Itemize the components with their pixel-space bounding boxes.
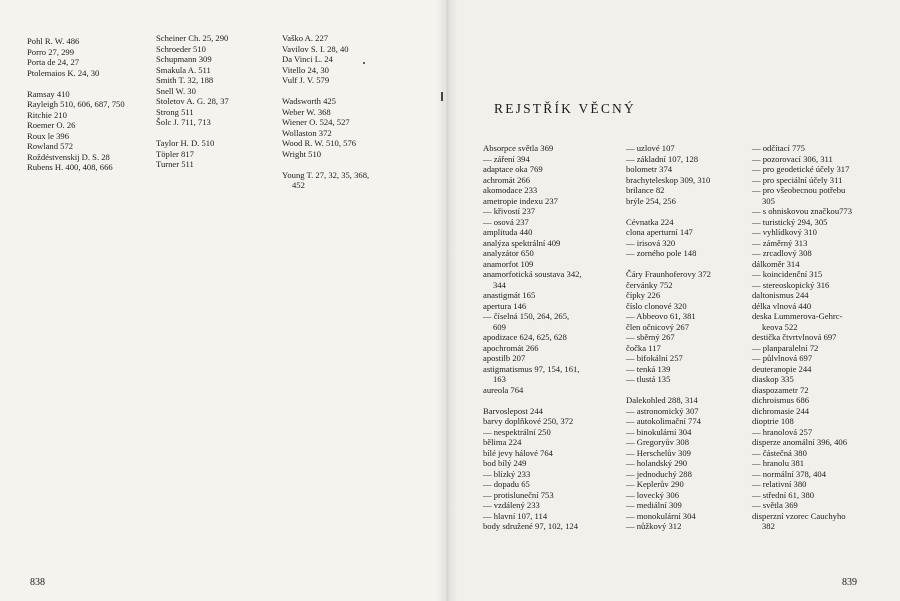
- index-entry: amplituda 440: [483, 227, 533, 237]
- index-spacer: [282, 159, 369, 170]
- index-entry: Rowland 572: [27, 141, 74, 151]
- index-entry: anamorfot 109: [483, 258, 534, 269]
- index-entry: disperzní vzorec Cauchyho: [752, 510, 846, 521]
- index-entry: — vzdálený 233: [483, 500, 540, 510]
- index-entry: — číselná 150, 264, 265,: [483, 311, 570, 321]
- index-entry: Scheiner Ch. 25, 290: [156, 33, 229, 43]
- index-spacer: [27, 78, 125, 89]
- index-entry: — turistický 294, 305: [752, 216, 828, 227]
- index-entry: červánky 752: [626, 279, 673, 290]
- index-entry: — záření 394: [483, 153, 530, 164]
- left-page-number: 838: [30, 577, 45, 588]
- index-entry: Vavilov S. I. 28, 40: [282, 43, 349, 54]
- index-spacer: [626, 385, 711, 396]
- index-entry: adaptace oka 769: [483, 164, 543, 174]
- index-entry: Da Vinci L. 24: [282, 54, 333, 64]
- index-entry: Snell W. 30: [156, 85, 196, 96]
- index-entry: — uzlové 107: [626, 143, 675, 153]
- subject-index-column-1: [483, 143, 582, 532]
- index-entry: bod bílý 249: [483, 458, 527, 468]
- index-entry: 382: [762, 521, 775, 531]
- index-entry: — tlustá 135: [626, 374, 671, 384]
- index-entry: 163: [493, 374, 506, 384]
- index-entry: barvy doplňkové 250, 372: [483, 416, 574, 426]
- index-entry: — stereoskopický 316: [752, 279, 830, 290]
- index-entry: deuteranopie 244: [752, 363, 812, 374]
- index-entry: Rubens H. 400, 408, 666: [27, 162, 113, 172]
- index-entry: — osová 237: [483, 216, 529, 227]
- index-entry: Wood R. W. 510, 576: [282, 138, 357, 148]
- index-entry: — holandský 290: [626, 458, 688, 468]
- index-entry: Taylor H. D. 510: [156, 138, 215, 148]
- index-spacer: [626, 206, 711, 217]
- index-entry: Turner 511: [156, 159, 194, 169]
- index-entry: Vitello 24, 30: [282, 64, 329, 75]
- index-entry: číslo clonové 320: [626, 300, 687, 311]
- index-entry: bolometr 374: [626, 164, 673, 174]
- right-page-number: 839: [842, 577, 857, 588]
- index-entry: Vulf J. V. 579: [282, 75, 330, 85]
- index-entry: deska Lummerova-Gehrc-: [752, 311, 843, 321]
- index-entry: — bifokální 257: [626, 353, 683, 363]
- index-entry: destička čtvrtvlnová 697: [752, 332, 837, 342]
- index-entry: — monokulární 304: [626, 510, 696, 521]
- book-gutter: [436, 0, 458, 601]
- index-entry: — protisluneční 753: [483, 489, 554, 500]
- index-entry: dálkoměr 314: [752, 258, 800, 269]
- index-entry: Čáry Fraunhoferovy 372: [626, 269, 711, 279]
- index-entry: — částečná 380: [752, 447, 807, 458]
- index-entry: — mediální 309: [626, 500, 682, 510]
- index-entry: — nespektrální 250: [483, 426, 551, 437]
- index-entry: čípky 226: [626, 290, 661, 300]
- subject-index-column-3: [752, 143, 852, 532]
- index-entry: Roždéstvenskij D. S. 28: [27, 151, 110, 162]
- index-entry: délka vlnová 440: [752, 300, 812, 311]
- index-entry: anamorfotická soustava 342,: [483, 269, 582, 279]
- index-entry: apostilb 207: [483, 353, 526, 363]
- index-entry: achromát 266: [483, 174, 531, 185]
- index-entry: — planparalelní 72: [752, 342, 819, 353]
- index-entry: Schroeder 510: [156, 43, 206, 54]
- index-entry: akomodace 233: [483, 185, 538, 195]
- index-entry: — pozorovací 306, 311: [752, 153, 833, 164]
- index-entry: — střední 61, 380: [752, 489, 815, 500]
- index-entry: daltonismus 244: [752, 290, 809, 300]
- index-entry: brachyteleskop 309, 310: [626, 174, 711, 185]
- margin-tick-mark: [441, 92, 443, 101]
- index-entry: — Abbeovo 61, 381: [626, 311, 696, 321]
- index-entry: Weber W. 368: [282, 106, 331, 117]
- index-entry: Strong 511: [156, 106, 194, 117]
- index-entry: Wiener O. 524, 527: [282, 117, 350, 127]
- index-entry: Schupmann 309: [156, 54, 212, 64]
- index-entry: 344: [493, 279, 506, 290]
- index-entry: astigmatismus 97, 154, 161,: [483, 363, 580, 374]
- index-entry: — půlvlnová 697: [752, 353, 813, 363]
- index-entry: diaspozametr 72: [752, 384, 809, 395]
- index-entry: aureola 764: [483, 384, 524, 395]
- index-entry: — sběrný 267: [626, 332, 675, 342]
- index-entry: disperze anomální 396, 406: [752, 437, 847, 447]
- index-entry: Absorpce světla 369: [483, 143, 554, 153]
- index-entry: — koincidenční 315: [752, 269, 823, 279]
- index-entry: — normální 378, 404: [752, 468, 826, 479]
- index-entry: Roux le 396: [27, 130, 70, 141]
- index-entry: 305: [762, 195, 775, 206]
- index-spacer: [626, 259, 711, 270]
- index-entry: Šolc J. 711, 713: [156, 117, 211, 127]
- index-entry: 609: [493, 321, 506, 332]
- index-entry: — pro všeobecnou potřebu: [752, 185, 846, 195]
- index-spacer: [483, 395, 582, 406]
- index-entry: — základní 107, 128: [626, 153, 699, 164]
- index-entry: Porro 27, 299: [27, 46, 75, 57]
- index-entry: — astronomický 307: [626, 405, 699, 416]
- index-entry: body sdružené 97, 102, 124: [483, 521, 578, 531]
- index-entry: — hranolová 257: [752, 426, 813, 437]
- index-entry: Ritchie 210: [27, 109, 67, 120]
- index-entry: bělima 224: [483, 437, 522, 447]
- index-entry: — relativní 380: [752, 479, 807, 489]
- index-entry: — dopadu 65: [483, 479, 530, 489]
- index-entry: — zorného pole 148: [626, 248, 697, 258]
- index-entry: — světla 369: [752, 500, 798, 510]
- index-entry: diaskop 335: [752, 374, 794, 384]
- index-entry: brýle 254, 256: [626, 195, 676, 206]
- index-entry: Wright 510: [282, 148, 322, 159]
- index-entry: clona aperturní 147: [626, 227, 693, 237]
- index-entry: — tenká 139: [626, 363, 671, 374]
- index-entry: Wadsworth 425: [282, 96, 336, 106]
- index-entry: — záměrný 313: [752, 237, 808, 248]
- index-spacer: [156, 128, 229, 139]
- index-entry: — vyhlídkový 310: [752, 227, 817, 237]
- index-entry: dioptrie 108: [752, 416, 794, 426]
- index-entry: — irisová 320: [626, 237, 676, 248]
- index-entry: — pro geodetické účely 317: [752, 164, 850, 174]
- index-entry: Ptolemaios K. 24, 30: [27, 67, 100, 78]
- index-entry: — odčítací 775: [752, 143, 805, 153]
- index-entry: apodizace 624, 625, 628: [483, 332, 567, 342]
- index-entry: — autokolimační 774: [626, 416, 701, 426]
- index-entry: — pro speciální účely 311: [752, 174, 843, 185]
- index-entry: Ramsay 410: [27, 88, 70, 99]
- index-entry: Barvoslepost 244: [483, 405, 543, 416]
- index-entry: Young T. 27, 32, 35, 368,: [282, 169, 370, 180]
- index-entry: — Gregoryův 308: [626, 437, 690, 447]
- index-entry: bílé jevy hálové 764: [483, 447, 553, 458]
- left-name-index-column-1: [27, 36, 125, 173]
- index-entry: Vaško A. 227: [282, 33, 329, 43]
- index-entry: Porta de 24, 27: [27, 57, 80, 67]
- index-entry: Roemer O. 26: [27, 120, 76, 130]
- index-entry: 452: [292, 180, 305, 190]
- index-entry: — hlavní 107, 114: [483, 510, 548, 521]
- index-entry: apertura 146: [483, 300, 527, 311]
- index-entry: — nůžkový 312: [626, 521, 682, 531]
- index-entry: Dalekohled 288, 314: [626, 395, 698, 405]
- index-entry: člen očnicový 267: [626, 321, 690, 332]
- subject-index-heading: REJSTŘÍK VĚCNÝ: [494, 101, 636, 116]
- index-entry: analýza spektrální 409: [483, 237, 561, 248]
- index-entry: — zrcadlový 308: [752, 248, 812, 258]
- index-entry: Rayleigh 510, 606, 687, 750: [27, 99, 125, 109]
- index-entry: — blízký 233: [483, 468, 531, 479]
- index-entry: — křivostí 237: [483, 206, 536, 216]
- index-entry: — lovecký 306: [626, 489, 679, 500]
- index-entry: Stoletov A. G. 28, 37: [156, 96, 229, 106]
- left-name-index-column-3: [282, 33, 369, 191]
- index-entry: — jednoduchý 288: [626, 468, 692, 479]
- index-entry: keova 522: [762, 321, 798, 332]
- index-entry: — s ohniskovou značkou773: [752, 206, 853, 216]
- index-entry: apochromát 266: [483, 342, 539, 353]
- index-entry: čočka 117: [626, 342, 661, 353]
- index-spacer: [282, 86, 369, 97]
- index-entry: ametropie indexu 237: [483, 195, 558, 206]
- index-entry: brilance 82: [626, 185, 665, 195]
- index-entry: analyzátor 650: [483, 248, 534, 258]
- index-entry: Smith T. 32, 188: [156, 75, 214, 85]
- index-entry: — Keplerův 290: [626, 479, 684, 489]
- index-entry: Smakula A. 511: [156, 64, 211, 75]
- index-entry: anastigmát 165: [483, 290, 536, 300]
- left-name-index-column-2: [156, 33, 229, 170]
- index-entry: dichromasie 244: [752, 405, 810, 416]
- index-entry: — hranolu 381: [752, 458, 805, 468]
- index-entry: Wollaston 372: [282, 127, 332, 138]
- index-entry: Töpler 817: [156, 148, 194, 159]
- index-entry: Pohl R. W. 486: [27, 36, 80, 46]
- index-entry: — Herschelův 309: [626, 447, 691, 458]
- index-entry: Cévnatka 224: [626, 216, 674, 227]
- subject-index-column-2: [626, 143, 711, 532]
- index-entry: — binokulární 304: [626, 426, 692, 437]
- index-entry: dichroismus 686: [752, 395, 810, 405]
